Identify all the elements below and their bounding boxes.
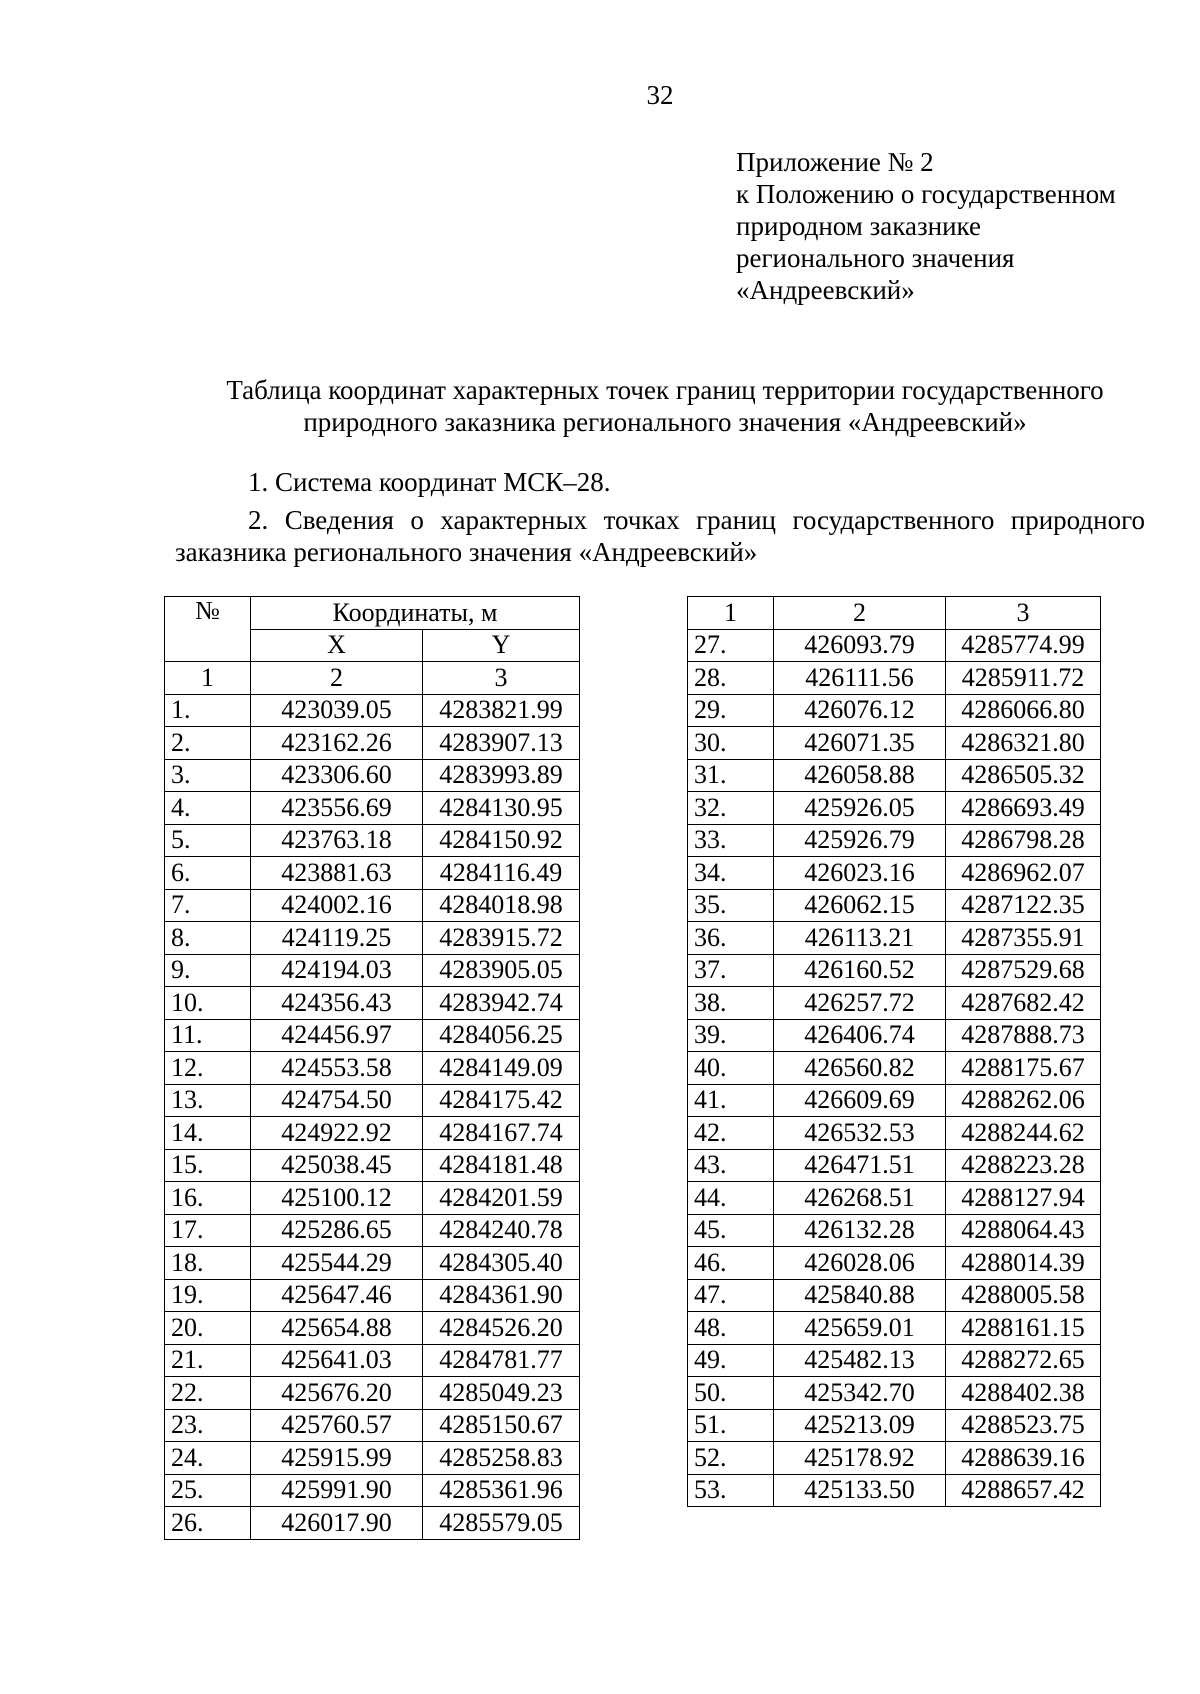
column-number-3: 3 <box>423 662 580 695</box>
x-coordinate-cell: 426257.72 <box>774 987 946 1020</box>
y-coordinate-cell: 4288523.75 <box>946 1409 1101 1442</box>
table-row <box>688 954 1101 987</box>
table-row <box>165 1409 580 1442</box>
x-coordinate-cell: 423162.26 <box>251 727 423 760</box>
table-row <box>165 889 580 922</box>
x-coordinate-cell: 425178.92 <box>774 1442 946 1475</box>
y-coordinate-cell: 4288272.65 <box>946 1344 1101 1377</box>
header-x: X <box>251 629 423 662</box>
x-coordinate-cell: 423306.60 <box>251 759 423 792</box>
x-coordinate-cell: 425647.46 <box>251 1279 423 1312</box>
y-coordinate-cell: 4283915.72 <box>423 922 580 955</box>
y-coordinate-cell: 4288244.62 <box>946 1117 1101 1150</box>
column-number-2: 2 <box>774 597 946 630</box>
y-coordinate-cell: 4286066.80 <box>946 694 1101 727</box>
point-number-cell: 36. <box>688 922 774 955</box>
point-number-cell: 30. <box>688 727 774 760</box>
y-coordinate-cell: 4288639.16 <box>946 1442 1101 1475</box>
point-number-cell: 12. <box>165 1052 251 1085</box>
x-coordinate-cell: 425926.79 <box>774 824 946 857</box>
point-number-cell: 5. <box>165 824 251 857</box>
table-row <box>688 662 1101 695</box>
x-coordinate-cell: 425544.29 <box>251 1247 423 1280</box>
point-number-cell: 25. <box>165 1474 251 1507</box>
point-number-cell: 39. <box>688 1019 774 1052</box>
point-number-cell: 2. <box>165 727 251 760</box>
y-coordinate-cell: 4284116.49 <box>423 857 580 890</box>
paragraph-boundary-info: 2. Сведения о характерных точках границ государственного природного заказника регионального значения «Андреевский» <box>175 505 1145 567</box>
x-coordinate-cell: 424119.25 <box>251 922 423 955</box>
y-coordinate-cell: 4288005.58 <box>946 1279 1101 1312</box>
y-coordinate-cell: 4288262.06 <box>946 1084 1101 1117</box>
x-coordinate-cell: 426058.88 <box>774 759 946 792</box>
table-row <box>165 1214 580 1247</box>
point-number-cell: 15. <box>165 1149 251 1182</box>
x-coordinate-cell: 426028.06 <box>774 1247 946 1280</box>
y-coordinate-cell: 4286962.07 <box>946 857 1101 890</box>
point-number-cell: 38. <box>688 987 774 1020</box>
y-coordinate-cell: 4284018.98 <box>423 889 580 922</box>
page-number: 32 <box>646 80 674 110</box>
y-coordinate-cell: 4284201.59 <box>423 1182 580 1215</box>
table-row <box>165 727 580 760</box>
table-row <box>688 1312 1101 1345</box>
x-coordinate-cell: 425342.70 <box>774 1377 946 1410</box>
header-coordinates: Координаты, м <box>251 597 580 630</box>
y-coordinate-cell: 4283907.13 <box>423 727 580 760</box>
x-coordinate-cell: 426071.35 <box>774 727 946 760</box>
x-coordinate-cell: 425038.45 <box>251 1149 423 1182</box>
y-coordinate-cell: 4284361.90 <box>423 1279 580 1312</box>
table-row <box>688 1247 1101 1280</box>
y-coordinate-cell: 4284167.74 <box>423 1117 580 1150</box>
y-coordinate-cell: 4283905.05 <box>423 954 580 987</box>
x-coordinate-cell: 425100.12 <box>251 1182 423 1215</box>
x-coordinate-cell: 426017.90 <box>251 1507 423 1540</box>
point-number-cell: 27. <box>688 629 774 662</box>
x-coordinate-cell: 425760.57 <box>251 1409 423 1442</box>
y-coordinate-cell: 4285258.83 <box>423 1442 580 1475</box>
y-coordinate-cell: 4287529.68 <box>946 954 1101 987</box>
y-coordinate-cell: 4288014.39 <box>946 1247 1101 1280</box>
point-number-cell: 46. <box>688 1247 774 1280</box>
y-coordinate-cell: 4285774.99 <box>946 629 1101 662</box>
x-coordinate-cell: 426113.21 <box>774 922 946 955</box>
table-row <box>688 694 1101 727</box>
point-number-cell: 23. <box>165 1409 251 1442</box>
point-number-cell: 42. <box>688 1117 774 1150</box>
x-coordinate-cell: 424922.92 <box>251 1117 423 1150</box>
header-y: Y <box>423 629 580 662</box>
point-number-cell: 4. <box>165 792 251 825</box>
x-coordinate-cell: 423039.05 <box>251 694 423 727</box>
table-row <box>688 792 1101 825</box>
x-coordinate-cell: 426111.56 <box>774 662 946 695</box>
x-coordinate-cell: 425482.13 <box>774 1344 946 1377</box>
y-coordinate-cell: 4284240.78 <box>423 1214 580 1247</box>
x-coordinate-cell: 425676.20 <box>251 1377 423 1410</box>
point-number-cell: 19. <box>165 1279 251 1312</box>
point-number-cell: 1. <box>165 694 251 727</box>
y-coordinate-cell: 4285150.67 <box>423 1409 580 1442</box>
point-number-cell: 17. <box>165 1214 251 1247</box>
y-coordinate-cell: 4286798.28 <box>946 824 1101 857</box>
table-row <box>688 824 1101 857</box>
y-coordinate-cell: 4288127.94 <box>946 1182 1101 1215</box>
y-coordinate-cell: 4285361.96 <box>423 1474 580 1507</box>
table-column-numbers-row <box>688 597 1101 630</box>
point-number-cell: 41. <box>688 1084 774 1117</box>
table-row <box>165 1182 580 1215</box>
x-coordinate-cell: 425286.65 <box>251 1214 423 1247</box>
appendix-line: «Андреевский» <box>736 275 915 305</box>
table-row <box>165 954 580 987</box>
y-coordinate-cell: 4286321.80 <box>946 727 1101 760</box>
table-row <box>165 1084 580 1117</box>
y-coordinate-cell: 4284056.25 <box>423 1019 580 1052</box>
point-number-cell: 45. <box>688 1214 774 1247</box>
point-number-cell: 52. <box>688 1442 774 1475</box>
point-number-cell: 34. <box>688 857 774 890</box>
y-coordinate-cell: 4283821.99 <box>423 694 580 727</box>
table-row <box>165 1377 580 1410</box>
table-row <box>688 1182 1101 1215</box>
table-row <box>688 922 1101 955</box>
table-row <box>688 857 1101 890</box>
table-column-numbers-row <box>165 662 580 695</box>
point-number-cell: 8. <box>165 922 251 955</box>
y-coordinate-cell: 4288064.43 <box>946 1214 1101 1247</box>
y-coordinate-cell: 4287682.42 <box>946 987 1101 1020</box>
table-row <box>165 1279 580 1312</box>
point-number-cell: 43. <box>688 1149 774 1182</box>
table-row <box>688 1344 1101 1377</box>
point-number-cell: 26. <box>165 1507 251 1540</box>
point-number-cell: 28. <box>688 662 774 695</box>
y-coordinate-cell: 4285579.05 <box>423 1507 580 1540</box>
y-coordinate-cell: 4288402.38 <box>946 1377 1101 1410</box>
x-coordinate-cell: 426023.16 <box>774 857 946 890</box>
appendix-line: природном заказнике <box>736 211 981 241</box>
table-row <box>165 857 580 890</box>
point-number-cell: 21. <box>165 1344 251 1377</box>
x-coordinate-cell: 426532.53 <box>774 1117 946 1150</box>
table-row <box>688 759 1101 792</box>
x-coordinate-cell: 426406.74 <box>774 1019 946 1052</box>
y-coordinate-cell: 4284149.09 <box>423 1052 580 1085</box>
table-row <box>688 1084 1101 1117</box>
table-row <box>165 759 580 792</box>
table-row <box>688 727 1101 760</box>
table-row <box>165 1344 580 1377</box>
x-coordinate-cell: 426268.51 <box>774 1182 946 1215</box>
point-number-cell: 33. <box>688 824 774 857</box>
column-number-2: 2 <box>251 662 423 695</box>
x-coordinate-cell: 424002.16 <box>251 889 423 922</box>
table-row <box>688 1052 1101 1085</box>
point-number-cell: 14. <box>165 1117 251 1150</box>
table-row <box>165 987 580 1020</box>
table-row <box>165 1312 580 1345</box>
point-number-cell: 44. <box>688 1182 774 1215</box>
column-number-1: 1 <box>165 662 251 695</box>
point-number-cell: 6. <box>165 857 251 890</box>
x-coordinate-cell: 425213.09 <box>774 1409 946 1442</box>
x-coordinate-cell: 424356.43 <box>251 987 423 1020</box>
point-number-cell: 20. <box>165 1312 251 1345</box>
header-number: № <box>165 597 251 662</box>
x-coordinate-cell: 423881.63 <box>251 857 423 890</box>
appendix-block <box>736 146 1116 306</box>
x-coordinate-cell: 426471.51 <box>774 1149 946 1182</box>
table-row <box>165 1052 580 1085</box>
x-coordinate-cell: 426560.82 <box>774 1052 946 1085</box>
y-coordinate-cell: 4284526.20 <box>423 1312 580 1345</box>
x-coordinate-cell: 424194.03 <box>251 954 423 987</box>
table-row <box>688 1214 1101 1247</box>
column-number-1: 1 <box>688 597 774 630</box>
document-title: Таблица координат характерных точек границ территории государственного природного заказника регионального значения «Андреевский» <box>226 375 1104 437</box>
table-row <box>688 1279 1101 1312</box>
y-coordinate-cell: 4285049.23 <box>423 1377 580 1410</box>
table-row <box>165 824 580 857</box>
x-coordinate-cell: 423763.18 <box>251 824 423 857</box>
point-number-cell: 16. <box>165 1182 251 1215</box>
y-coordinate-cell: 4287355.91 <box>946 922 1101 955</box>
point-number-cell: 31. <box>688 759 774 792</box>
table-row <box>688 1117 1101 1150</box>
x-coordinate-cell: 425840.88 <box>774 1279 946 1312</box>
point-number-cell: 13. <box>165 1084 251 1117</box>
y-coordinate-cell: 4284150.92 <box>423 824 580 857</box>
point-number-cell: 10. <box>165 987 251 1020</box>
y-coordinate-cell: 4288657.42 <box>946 1474 1101 1507</box>
x-coordinate-cell: 425915.99 <box>251 1442 423 1475</box>
point-number-cell: 40. <box>688 1052 774 1085</box>
point-number-cell: 49. <box>688 1344 774 1377</box>
y-coordinate-cell: 4288223.28 <box>946 1149 1101 1182</box>
point-number-cell: 24. <box>165 1442 251 1475</box>
point-number-cell: 18. <box>165 1247 251 1280</box>
x-coordinate-cell: 426076.12 <box>774 694 946 727</box>
point-number-cell: 48. <box>688 1312 774 1345</box>
table-row <box>688 1442 1101 1475</box>
table-row <box>688 1149 1101 1182</box>
paragraph-coordinate-system: 1. Система координат МСК–28. <box>248 467 611 497</box>
table-row <box>165 792 580 825</box>
x-coordinate-cell: 425659.01 <box>774 1312 946 1345</box>
table-row <box>165 694 580 727</box>
table-row <box>165 922 580 955</box>
table-row <box>165 1507 580 1540</box>
y-coordinate-cell: 4284781.77 <box>423 1344 580 1377</box>
y-coordinate-cell: 4284175.42 <box>423 1084 580 1117</box>
table-row <box>165 1247 580 1280</box>
x-coordinate-cell: 425654.88 <box>251 1312 423 1345</box>
table-header-row <box>165 597 580 630</box>
y-coordinate-cell: 4287888.73 <box>946 1019 1101 1052</box>
x-coordinate-cell: 426132.28 <box>774 1214 946 1247</box>
table-row <box>165 1117 580 1150</box>
point-number-cell: 9. <box>165 954 251 987</box>
x-coordinate-cell: 426609.69 <box>774 1084 946 1117</box>
appendix-line: регионального значения <box>736 243 1015 273</box>
table-row <box>688 629 1101 662</box>
appendix-line: Приложение № 2 <box>736 147 934 177</box>
table-row <box>165 1442 580 1475</box>
y-coordinate-cell: 4283993.89 <box>423 759 580 792</box>
point-number-cell: 3. <box>165 759 251 792</box>
x-coordinate-cell: 423556.69 <box>251 792 423 825</box>
table-row <box>165 1019 580 1052</box>
y-coordinate-cell: 4286505.32 <box>946 759 1101 792</box>
x-coordinate-cell: 425641.03 <box>251 1344 423 1377</box>
x-coordinate-cell: 425991.90 <box>251 1474 423 1507</box>
y-coordinate-cell: 4288175.67 <box>946 1052 1101 1085</box>
coordinates-table-left <box>164 596 580 1540</box>
x-coordinate-cell: 425926.05 <box>774 792 946 825</box>
table-row <box>688 1474 1101 1507</box>
table-row <box>165 1149 580 1182</box>
point-number-cell: 11. <box>165 1019 251 1052</box>
point-number-cell: 32. <box>688 792 774 825</box>
x-coordinate-cell: 425133.50 <box>774 1474 946 1507</box>
y-coordinate-cell: 4285911.72 <box>946 662 1101 695</box>
point-number-cell: 7. <box>165 889 251 922</box>
appendix-line: к Положению о государственном <box>736 179 1116 209</box>
y-coordinate-cell: 4284130.95 <box>423 792 580 825</box>
table-row <box>165 1474 580 1507</box>
table-row <box>688 889 1101 922</box>
point-number-cell: 37. <box>688 954 774 987</box>
x-coordinate-cell: 426062.15 <box>774 889 946 922</box>
point-number-cell: 22. <box>165 1377 251 1410</box>
point-number-cell: 50. <box>688 1377 774 1410</box>
table-row <box>688 1019 1101 1052</box>
x-coordinate-cell: 424456.97 <box>251 1019 423 1052</box>
table-row <box>688 1409 1101 1442</box>
point-number-cell: 53. <box>688 1474 774 1507</box>
x-coordinate-cell: 424754.50 <box>251 1084 423 1117</box>
x-coordinate-cell: 426160.52 <box>774 954 946 987</box>
y-coordinate-cell: 4284181.48 <box>423 1149 580 1182</box>
column-number-3: 3 <box>946 597 1101 630</box>
point-number-cell: 29. <box>688 694 774 727</box>
y-coordinate-cell: 4287122.35 <box>946 889 1101 922</box>
x-coordinate-cell: 426093.79 <box>774 629 946 662</box>
y-coordinate-cell: 4286693.49 <box>946 792 1101 825</box>
y-coordinate-cell: 4283942.74 <box>423 987 580 1020</box>
point-number-cell: 47. <box>688 1279 774 1312</box>
point-number-cell: 35. <box>688 889 774 922</box>
y-coordinate-cell: 4288161.15 <box>946 1312 1101 1345</box>
point-number-cell: 51. <box>688 1409 774 1442</box>
coordinates-table-right <box>687 596 1101 1507</box>
y-coordinate-cell: 4284305.40 <box>423 1247 580 1280</box>
x-coordinate-cell: 424553.58 <box>251 1052 423 1085</box>
table-row <box>688 1377 1101 1410</box>
table-row <box>688 987 1101 1020</box>
